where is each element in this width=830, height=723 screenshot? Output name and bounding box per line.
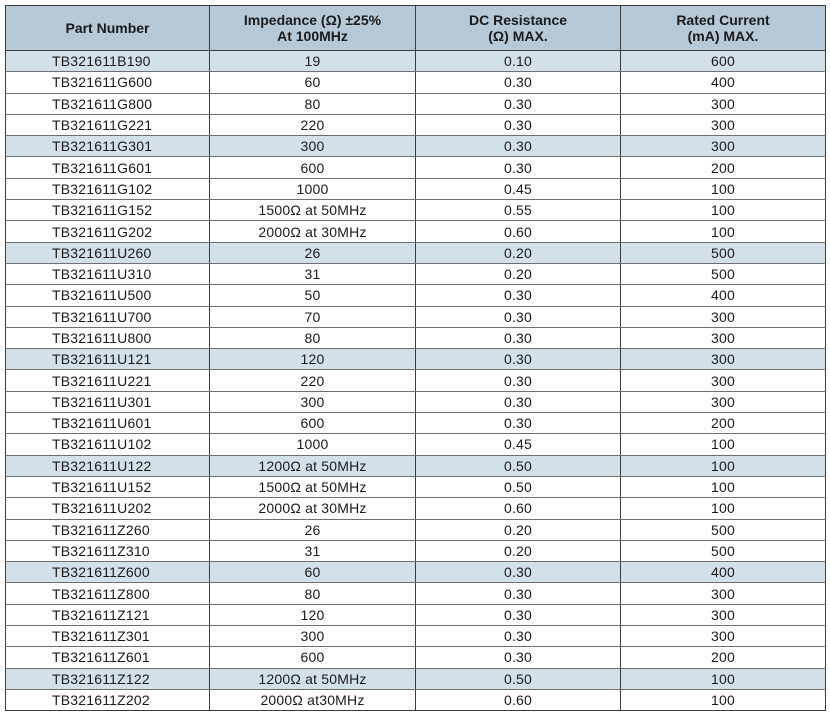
dc-resistance-cell: 0.10 — [416, 51, 621, 72]
table-row — [6, 263, 826, 284]
impedance-cell: 80 — [210, 327, 416, 348]
table-row — [6, 178, 826, 199]
dc-resistance-cell: 0.20 — [416, 263, 621, 284]
part-number-cell: TB321611G152 — [6, 200, 210, 221]
part-number-cell: TB321611Z301 — [6, 626, 210, 647]
impedance-cell: 1500Ω at 50MHz — [210, 200, 416, 221]
impedance-cell: 300 — [210, 626, 416, 647]
rated-current-cell: 200 — [621, 413, 826, 434]
table-row — [6, 647, 826, 668]
dc-resistance-cell: 0.30 — [416, 327, 621, 348]
part-number-cell: TB321611Z260 — [6, 519, 210, 540]
rated-current-cell: 500 — [621, 242, 826, 263]
impedance-cell: 1500Ω at 50MHz — [210, 476, 416, 497]
part-number-cell: TB321611Z310 — [6, 540, 210, 561]
dc-resistance-cell: 0.50 — [416, 476, 621, 497]
dc-resistance-cell: 0.30 — [416, 136, 621, 157]
header-rated-current — [621, 6, 826, 51]
impedance-cell: 26 — [210, 519, 416, 540]
table-row — [6, 327, 826, 348]
table-row — [6, 200, 826, 221]
header-impedance — [210, 6, 416, 51]
impedance-cell: 2000Ω at 30MHz — [210, 498, 416, 519]
impedance-cell: 19 — [210, 51, 416, 72]
impedance-cell: 1200Ω at 50MHz — [210, 455, 416, 476]
rated-current-cell: 100 — [621, 689, 826, 710]
part-number-cell: TB321611U152 — [6, 476, 210, 497]
part-number-cell: TB321611G601 — [6, 157, 210, 178]
impedance-cell: 1000 — [210, 178, 416, 199]
rated-current-cell: 300 — [621, 370, 826, 391]
part-number-cell: TB321611Z800 — [6, 583, 210, 604]
table-row — [6, 476, 826, 497]
table-row — [6, 242, 826, 263]
impedance-cell: 120 — [210, 604, 416, 625]
impedance-cell: 2000Ω at30MHz — [210, 689, 416, 710]
header-line: (mA) MAX. — [687, 28, 759, 44]
dc-resistance-cell: 0.50 — [416, 455, 621, 476]
rated-current-cell: 300 — [621, 136, 826, 157]
impedance-cell: 600 — [210, 647, 416, 668]
part-number-cell: TB321611G102 — [6, 178, 210, 199]
part-number-cell: TB321611Z122 — [6, 668, 210, 689]
rated-current-cell: 300 — [621, 93, 826, 114]
table-row — [6, 434, 826, 455]
dc-resistance-cell: 0.30 — [416, 647, 621, 668]
rated-current-cell: 400 — [621, 562, 826, 583]
rated-current-cell: 200 — [621, 647, 826, 668]
dc-resistance-cell: 0.20 — [416, 540, 621, 561]
rated-current-cell: 100 — [621, 434, 826, 455]
dc-resistance-cell: 0.55 — [416, 200, 621, 221]
table-row — [6, 626, 826, 647]
table-row — [6, 455, 826, 476]
rated-current-cell: 400 — [621, 285, 826, 306]
impedance-cell: 60 — [210, 562, 416, 583]
table-row — [6, 93, 826, 114]
header-row — [6, 6, 826, 51]
rated-current-cell: 300 — [621, 626, 826, 647]
impedance-cell: 50 — [210, 285, 416, 306]
rated-current-cell: 300 — [621, 604, 826, 625]
part-number-cell: TB321611G202 — [6, 221, 210, 242]
dc-resistance-cell: 0.30 — [416, 306, 621, 327]
part-number-cell: TB321611G800 — [6, 93, 210, 114]
dc-resistance-cell: 0.30 — [416, 391, 621, 412]
dc-resistance-cell: 0.30 — [416, 626, 621, 647]
table-row — [6, 157, 826, 178]
table-row — [6, 136, 826, 157]
table-row — [6, 285, 826, 306]
part-number-cell: TB321611G221 — [6, 114, 210, 135]
table-header — [6, 6, 826, 51]
dc-resistance-cell: 0.30 — [416, 285, 621, 306]
table-row — [6, 519, 826, 540]
impedance-cell: 70 — [210, 306, 416, 327]
table-row — [6, 668, 826, 689]
part-number-cell: TB321611Z121 — [6, 604, 210, 625]
dc-resistance-cell: 0.30 — [416, 114, 621, 135]
part-number-cell: TB321611B190 — [6, 51, 210, 72]
part-number-cell: TB321611Z202 — [6, 689, 210, 710]
part-number-cell: TB321611U500 — [6, 285, 210, 306]
table-row — [6, 370, 826, 391]
header-line: At 100MHz — [277, 28, 348, 44]
header-part-number — [6, 6, 210, 51]
table-row — [6, 72, 826, 93]
part-number-cell: TB321611U221 — [6, 370, 210, 391]
rated-current-cell: 300 — [621, 583, 826, 604]
part-number-cell: TB321611U800 — [6, 327, 210, 348]
part-number-cell: TB321611U122 — [6, 455, 210, 476]
table-body — [6, 51, 826, 711]
impedance-cell: 1200Ω at 50MHz — [210, 668, 416, 689]
dc-resistance-cell: 0.30 — [416, 349, 621, 370]
rated-current-cell: 100 — [621, 178, 826, 199]
table-row — [6, 51, 826, 72]
rated-current-cell: 500 — [621, 519, 826, 540]
rated-current-cell: 100 — [621, 200, 826, 221]
impedance-cell: 26 — [210, 242, 416, 263]
dc-resistance-cell: 0.50 — [416, 668, 621, 689]
impedance-cell: 120 — [210, 349, 416, 370]
table-row — [6, 306, 826, 327]
table-row — [6, 413, 826, 434]
part-number-cell: TB321611U700 — [6, 306, 210, 327]
dc-resistance-cell: 0.45 — [416, 434, 621, 455]
dc-resistance-cell: 0.30 — [416, 157, 621, 178]
rated-current-cell: 500 — [621, 540, 826, 561]
dc-resistance-cell: 0.60 — [416, 689, 621, 710]
impedance-cell: 600 — [210, 413, 416, 434]
dc-resistance-cell: 0.20 — [416, 242, 621, 263]
rated-current-cell: 100 — [621, 455, 826, 476]
impedance-cell: 31 — [210, 540, 416, 561]
dc-resistance-cell: 0.30 — [416, 413, 621, 434]
header-line: Rated Current — [676, 12, 770, 28]
part-number-cell: TB321611U202 — [6, 498, 210, 519]
impedance-cell: 60 — [210, 72, 416, 93]
part-number-cell: TB321611U121 — [6, 349, 210, 370]
part-number-cell: TB321611Z601 — [6, 647, 210, 668]
header-dc-resistance — [416, 6, 621, 51]
rated-current-cell: 300 — [621, 306, 826, 327]
table-row — [6, 562, 826, 583]
rated-current-cell: 400 — [621, 72, 826, 93]
table-row — [6, 583, 826, 604]
dc-resistance-cell: 0.60 — [416, 221, 621, 242]
rated-current-cell: 300 — [621, 391, 826, 412]
header-line: Part Number — [65, 20, 150, 36]
table-row — [6, 689, 826, 710]
rated-current-cell: 100 — [621, 221, 826, 242]
part-number-cell: TB321611U310 — [6, 263, 210, 284]
impedance-cell: 31 — [210, 263, 416, 284]
impedance-cell: 600 — [210, 157, 416, 178]
part-number-cell: TB321611U260 — [6, 242, 210, 263]
impedance-cell: 220 — [210, 370, 416, 391]
rated-current-cell: 600 — [621, 51, 826, 72]
table-row — [6, 349, 826, 370]
impedance-cell: 80 — [210, 93, 416, 114]
impedance-cell: 300 — [210, 136, 416, 157]
spec-table-container — [5, 5, 825, 716]
impedance-cell: 1000 — [210, 434, 416, 455]
impedance-cell: 300 — [210, 391, 416, 412]
dc-resistance-cell: 0.30 — [416, 93, 621, 114]
dc-resistance-cell: 0.30 — [416, 72, 621, 93]
impedance-cell: 80 — [210, 583, 416, 604]
spec-table — [5, 5, 826, 711]
part-number-cell: TB321611G600 — [6, 72, 210, 93]
dc-resistance-cell: 0.30 — [416, 604, 621, 625]
part-number-cell: TB321611U102 — [6, 434, 210, 455]
dc-resistance-cell: 0.30 — [416, 370, 621, 391]
header-line: DC Resistance — [468, 12, 568, 28]
part-number-cell: TB321611G301 — [6, 136, 210, 157]
rated-current-cell: 300 — [621, 114, 826, 135]
table-row — [6, 540, 826, 561]
header-line: (Ω) MAX. — [488, 28, 548, 44]
table-row — [6, 604, 826, 625]
dc-resistance-cell: 0.20 — [416, 519, 621, 540]
table-row — [6, 114, 826, 135]
table-row — [6, 498, 826, 519]
impedance-cell: 220 — [210, 114, 416, 135]
table-row — [6, 221, 826, 242]
dc-resistance-cell: 0.45 — [416, 178, 621, 199]
rated-current-cell: 500 — [621, 263, 826, 284]
part-number-cell: TB321611Z600 — [6, 562, 210, 583]
rated-current-cell: 100 — [621, 668, 826, 689]
rated-current-cell: 100 — [621, 476, 826, 497]
header-line: Impedance (Ω) ±25% — [243, 12, 382, 28]
rated-current-cell: 300 — [621, 349, 826, 370]
table-row — [6, 391, 826, 412]
rated-current-cell: 300 — [621, 327, 826, 348]
part-number-cell: TB321611U601 — [6, 413, 210, 434]
impedance-cell: 2000Ω at 30MHz — [210, 221, 416, 242]
part-number-cell: TB321611U301 — [6, 391, 210, 412]
dc-resistance-cell: 0.30 — [416, 583, 621, 604]
dc-resistance-cell: 0.30 — [416, 562, 621, 583]
rated-current-cell: 100 — [621, 498, 826, 519]
rated-current-cell: 200 — [621, 157, 826, 178]
dc-resistance-cell: 0.60 — [416, 498, 621, 519]
